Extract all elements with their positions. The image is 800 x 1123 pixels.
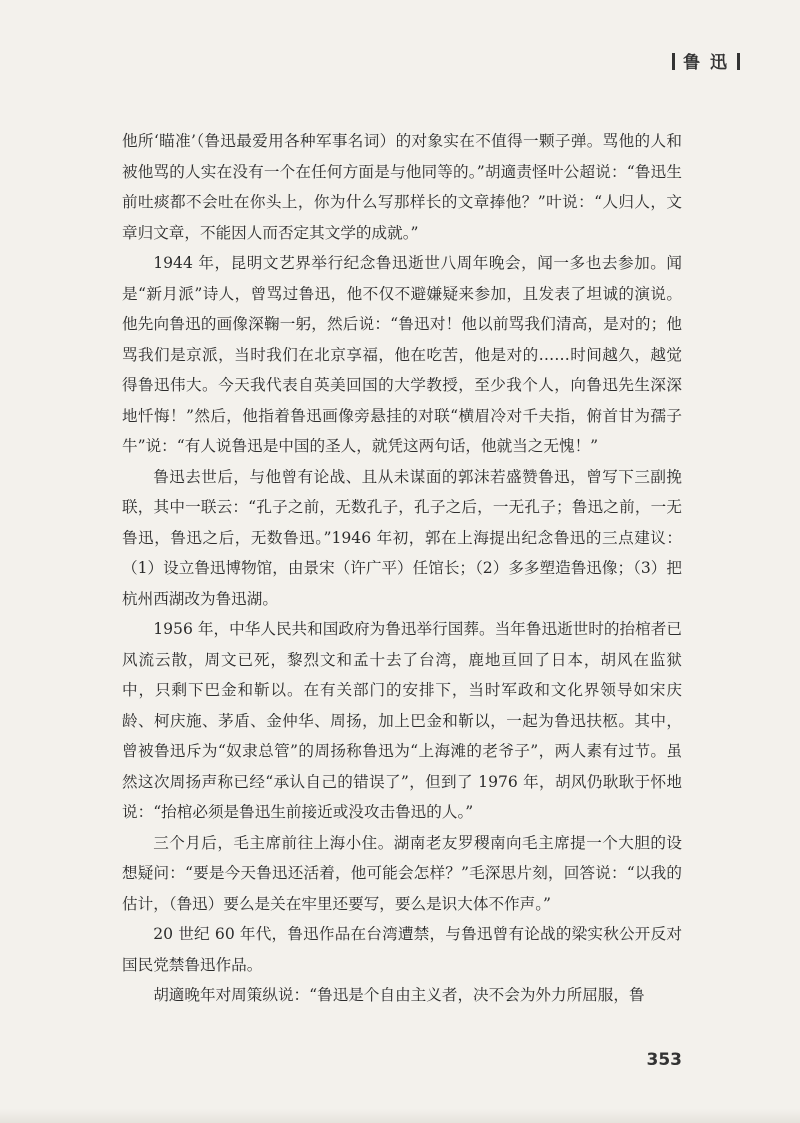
paragraph-2: 1944 年，昆明文艺界举行纪念鲁迅逝世八周年晚会，闻一多也去参加。闻是“新月派”诗人，曾骂过鲁迅，他不仅不避嫌疑来参加，且发表了坦诚的演说。他先向鲁迅的画像深鞠一躬，然后说：“鲁迅对！他以前骂我们清高，是对的；他骂我们是京派，当时我们在北京享福，他在吃苦，他是对的……时间越久，越觉得鲁迅伟大。今天我代表自英美回国的大学教授，至少我个人，向鲁迅先生深深地忏悔！”然后，他指着鲁迅画像旁悬挂的对联“横眉冷对千夫指，俯首甘为孺子牛”说：“有人说鲁迅是中国的圣人，就凭这两句话，他就当之无愧！” (122, 254, 682, 455)
page-bottom-edge (0, 1109, 800, 1123)
paragraph-4: 1956 年，中华人民共和国政府为鲁迅举行国葬。当年鲁迅逝世时的抬棺者已风流云散，周文已死，黎烈文和孟十去了台湾，鹿地亘回了日本，胡风在监狱中，只剩下巴金和靳以。在有关部门的安排下，当时军政和文化界领导如宋庆龄、柯庆施、茅盾、金仲华、周扬，加上巴金和靳以，一起为鲁迅扶柩。其中，曾被鲁迅斥为“奴隶总管”的周扬称鲁迅为“上海滩的老爷子”，两人素有过节。虽然这次周扬声称已经“承认自己的错误了”，但到了 1976 年，胡风仍耿耿于怀地说：“抬棺必须是鲁迅生前接近或没攻击鲁迅的人。” (122, 620, 682, 821)
header-title: 鲁 迅 (683, 53, 729, 73)
page-number: 353 (646, 1050, 682, 1070)
paragraph-3: 鲁迅去世后，与他曾有论战、且从未谋面的郭沫若盛赞鲁迅，曾写下三副挽联，其中一联云：“孔子之前，无数孔子，孔子之后，一无孔子；鲁迅之前，一无鲁迅，鲁迅之后，无数鲁迅。”1946 年初，郭在上海提出纪念鲁迅的三点建议：（1）设立鲁迅博物馆，由景宋（许广平）任馆长；（2）多多塑造鲁迅像；（3）把杭州西湖改为鲁迅湖。 (122, 467, 682, 608)
paragraph-7: 胡適晚年对周策纵说：“鲁迅是个自由主义者，决不会为外力所屈服，鲁 (153, 986, 645, 1004)
header-right-bar (737, 53, 740, 70)
body-text (122, 126, 682, 1011)
running-header (664, 48, 748, 73)
header-left-bar (672, 53, 675, 70)
paragraph-6: 20 世纪 60 年代，鲁迅作品在台湾遭禁，与鲁迅曾有论战的梁实秋公开反对国民党禁鲁迅作品。 (122, 925, 682, 974)
paragraph-5: 三个月后，毛主席前往上海小住。湖南老友罗稷南向毛主席提一个大胆的设想疑问：“要是今天鲁迅还活着，他可能会怎样？”毛深思片刻，回答说：“以我的估计，（鲁迅）要么是关在牢里还要写，要么是识大体不作声。” (122, 833, 682, 913)
paragraph-1: 他所‘瞄准’（鲁迅最爱用各种军事名词）的对象实在不值得一颗子弹。骂他的人和被他骂的人实在没有一个在任何方面是与他同等的。”胡適责怪叶公超说：“鲁迅生前吐痰都不会吐在你头上，你为什么写那样长的文章捧他？”叶说：“人归人，文章归文章，不能因人而否定其文学的成就。” (122, 132, 682, 242)
